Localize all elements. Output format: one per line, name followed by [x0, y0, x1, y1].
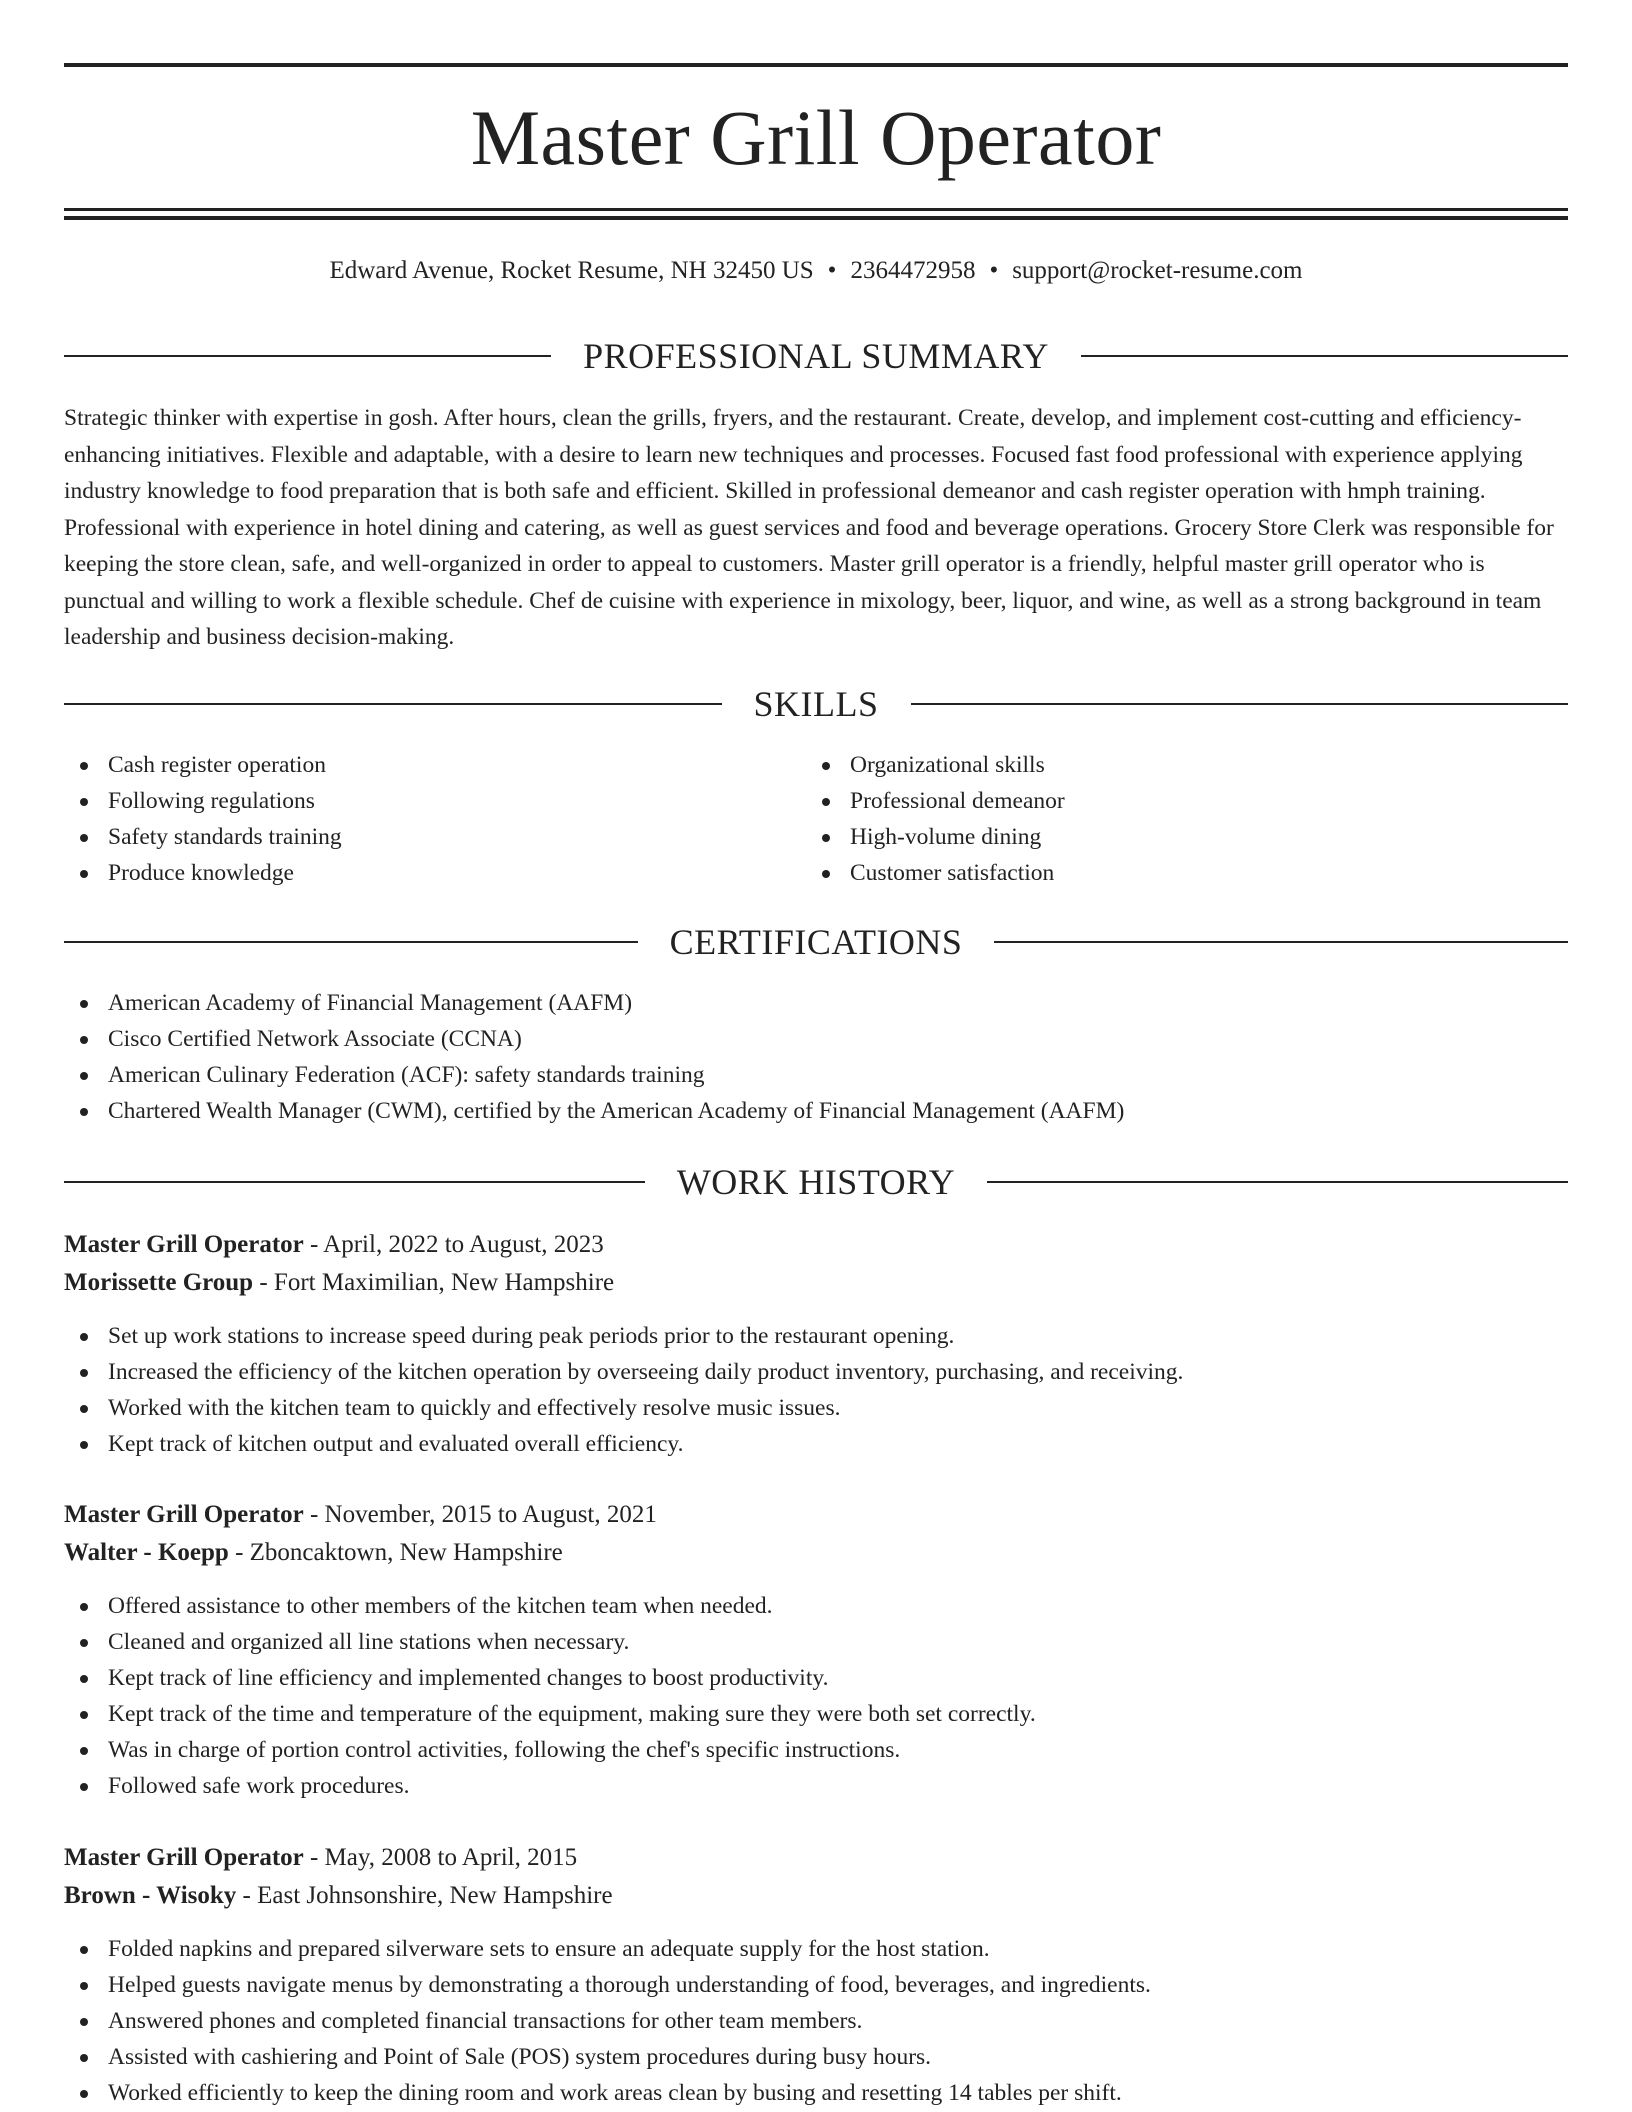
skill-item: Organizational skills	[806, 747, 1546, 783]
skill-item: Following regulations	[64, 783, 804, 819]
contact-separator: •	[827, 257, 837, 284]
job-entry	[64, 1839, 1568, 2111]
job-bullets	[64, 1318, 1568, 1462]
resume-name: Master Grill Operator	[470, 94, 1162, 181]
certification-item: Cisco Certified Network Associate (CCNA)	[64, 1021, 1568, 1057]
certifications-heading	[64, 920, 1568, 964]
job-title: Master Grill Operator	[64, 1501, 304, 1528]
certification-item: American Culinary Federation (ACF): safety standards training	[64, 1057, 1568, 1093]
skill-item: Customer satisfaction	[806, 855, 1546, 891]
section-title: SKILLS	[753, 684, 879, 724]
job-title-line	[64, 1226, 1568, 1264]
section-title: PROFESSIONAL SUMMARY	[583, 336, 1049, 376]
job-title: Master Grill Operator	[64, 1231, 304, 1258]
job-dates: - November, 2015 to August, 2021	[303, 1501, 657, 1528]
job-company-line	[64, 1264, 1568, 1302]
job-bullet: Kept track of line efficiency and implemented changes to boost productivity.	[64, 1660, 1568, 1696]
skill-item: Produce knowledge	[64, 855, 804, 891]
job-company: Walter - Koepp	[64, 1539, 229, 1566]
job-dates: - April, 2022 to August, 2023	[303, 1231, 604, 1258]
certification-item: American Academy of Financial Management (AAFM)	[64, 985, 1568, 1021]
section-title: CERTIFICATIONS	[669, 922, 963, 962]
section-title: WORK HISTORY	[676, 1162, 956, 1202]
skill-item: Professional demeanor	[806, 783, 1546, 819]
job-bullet: Helped guests navigate menus by demonstrating a thorough understanding of food, beverages, and ingredients.	[64, 1967, 1568, 2003]
job-bullet: Set up work stations to increase speed during peak periods prior to the restaurant opening.	[64, 1318, 1568, 1354]
section-rule	[64, 355, 551, 357]
job-bullets	[64, 1588, 1568, 1804]
job-company-line	[64, 1877, 1568, 1915]
job-bullet: Kept track of kitchen output and evaluated overall efficiency.	[64, 1426, 1568, 1462]
job-bullet: Worked with the kitchen team to quickly and effectively resolve music issues.	[64, 1390, 1568, 1426]
job-company-line	[64, 1534, 1568, 1572]
skills-list-right	[806, 747, 1546, 891]
job-dates: - May, 2008 to April, 2015	[303, 1844, 578, 1871]
header-rule-lower	[64, 216, 1568, 220]
job-location: - East Johnsonshire, New Hampshire	[236, 1882, 613, 1909]
job-company: Brown - Wisoky	[64, 1882, 237, 1909]
section-rule	[994, 941, 1568, 943]
summary-heading	[64, 334, 1568, 378]
section-rule	[64, 941, 638, 943]
certifications-list	[64, 985, 1568, 1129]
job-title-line	[64, 1496, 1568, 1534]
skill-item: Safety standards training	[64, 819, 804, 855]
top-rule	[64, 63, 1568, 67]
contact-line	[64, 254, 1568, 288]
job-bullet: Answered phones and completed financial transactions for other team members.	[64, 2003, 1568, 2039]
job-entry	[64, 1496, 1568, 1804]
job-title: Master Grill Operator	[64, 1844, 304, 1871]
certification-item: Chartered Wealth Manager (CWM), certified by the American Academy of Financial Management (AAFM)	[64, 1093, 1568, 1129]
job-bullet: Increased the efficiency of the kitchen operation by overseeing daily product inventory, purchasing, and receiving.	[64, 1354, 1568, 1390]
job-bullet: Folded napkins and prepared silverware sets to ensure an adequate supply for the host station.	[64, 1931, 1568, 1967]
work-history-heading	[64, 1160, 1568, 1204]
job-company: Morissette Group	[64, 1269, 254, 1296]
job-bullets	[64, 1931, 1568, 2111]
contact-separator: •	[989, 257, 999, 284]
section-rule	[64, 703, 722, 705]
skills-heading	[64, 682, 1568, 726]
job-bullet: Kept track of the time and temperature of the equipment, making sure they were both set correctly.	[64, 1696, 1568, 1732]
job-bullet: Offered assistance to other members of the kitchen team when needed.	[64, 1588, 1568, 1624]
contact-email: support@rocket-resume.com	[1012, 257, 1303, 284]
skills-list-left	[64, 747, 804, 891]
job-location: - Zboncaktown, New Hampshire	[228, 1539, 563, 1566]
header-rule-upper	[64, 208, 1568, 211]
job-location: - Fort Maximilian, New Hampshire	[253, 1269, 615, 1296]
section-rule	[911, 703, 1569, 705]
contact-address: Edward Avenue, Rocket Resume, NH 32450 US	[329, 257, 814, 284]
job-bullet: Worked efficiently to keep the dining room and work areas clean by busing and resetting 14 tables per shift.	[64, 2075, 1568, 2111]
job-entry	[64, 1226, 1568, 1462]
job-bullet: Assisted with cashiering and Point of Sale (POS) system procedures during busy hours.	[64, 2039, 1568, 2075]
skill-item: High-volume dining	[806, 819, 1546, 855]
job-bullet: Followed safe work procedures.	[64, 1768, 1568, 1804]
job-bullet: Cleaned and organized all line stations when necessary.	[64, 1624, 1568, 1660]
section-rule	[987, 1181, 1568, 1183]
contact-phone: 2364472958	[850, 257, 976, 284]
summary-text: Strategic thinker with expertise in gosh. After hours, clean the grills, fryers, and the restaurant. Create, develop, and implement cost-cutting and efficiency-enhancing initiatives. Flexible and adaptable, with a desire to learn new techniques and processes. Focused fast food professional with experience applying industry knowledge to food preparation that is both safe and efficient. Skilled in professional demeanor and cash register operation with hmph training. Professional with experience in hotel dining and catering, as well as guest services and food and beverage operations. Grocery Store Clerk was responsible for keeping the store clean, safe, and well-organized in order to appeal to customers. Master grill operator is a friendly, helpful master grill operator who is punctual and willing to work a flexible schedule. Chef de cuisine with experience in mixology, beer, liquor, and wine, as well as a strong background in team leadership and business decision-making.	[64, 405, 1554, 650]
section-rule	[1081, 355, 1568, 357]
job-title-line	[64, 1839, 1568, 1877]
skill-item: Cash register operation	[64, 747, 804, 783]
job-bullet: Was in charge of portion control activities, following the chef's specific instructions.	[64, 1732, 1568, 1768]
section-rule	[64, 1181, 645, 1183]
